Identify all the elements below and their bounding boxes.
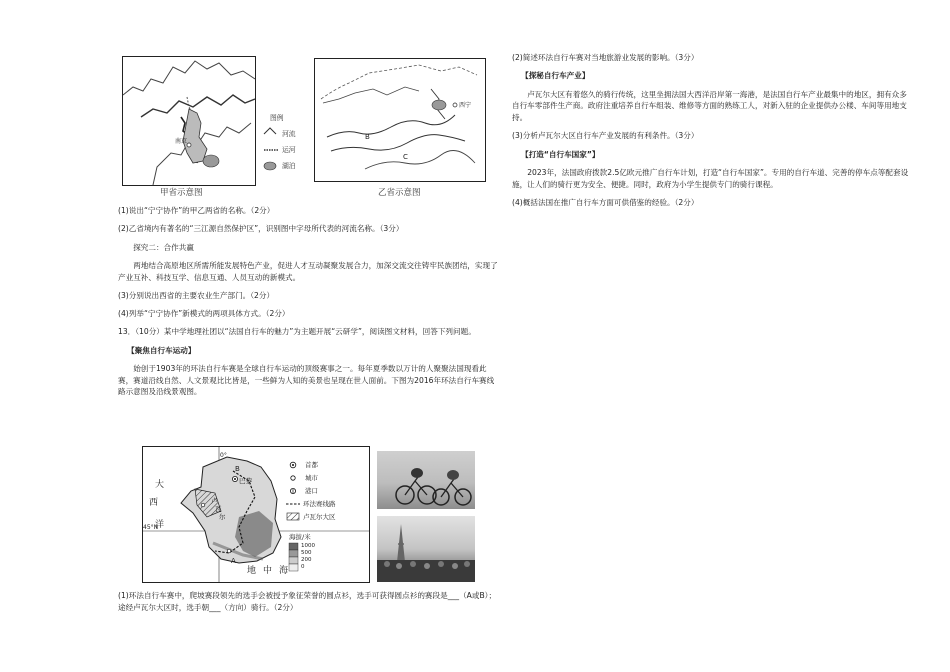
legend-elevation: 海拔/米 bbox=[289, 533, 311, 541]
yi-river-b-label: B bbox=[365, 133, 370, 141]
question-13-3: (3)分析卢瓦尔大区自行车产业发展的有利条件。（3分） bbox=[512, 131, 699, 141]
region-label-1: 卢 bbox=[211, 497, 218, 505]
jia-map-caption: 甲省示意图 bbox=[160, 188, 203, 198]
legend-port: 港口 bbox=[305, 487, 318, 495]
cyclists-photo bbox=[377, 451, 475, 509]
atlantic-label-3: 洋 bbox=[155, 520, 165, 530]
jia-province-map bbox=[122, 56, 256, 186]
legend-capital: 首都 bbox=[305, 461, 318, 469]
legend-canal: 运河 bbox=[282, 146, 296, 154]
question-13-4: (4)概括法国在推广自行车方面可供借鉴的经验。（2分） bbox=[512, 197, 699, 207]
jia-map-drawing bbox=[123, 57, 255, 185]
point-b-label: B bbox=[235, 465, 240, 473]
right-column bbox=[512, 52, 912, 215]
question-2: (2)乙省境内有著名的“三江源自然保护区”，识别图中字母所代表的河流名称。（3分） bbox=[118, 224, 404, 234]
level-500: 500 bbox=[301, 550, 312, 556]
map-legend bbox=[262, 112, 312, 182]
bike-industry-paragraph: 卢瓦尔大区有着悠久的骑行传统，这里坐拥法国大西洋沿岸第一海港，是法国自行车产业最集中的地区，拥有众多自行车零部件生产商。政府注重培养自行车组装、维修等方面的熟练工人，对新入驻的企业提供办公楼、车间等用地支持。 bbox=[512, 89, 907, 123]
paris-label: 巴黎 bbox=[239, 477, 252, 485]
legend-lake: 湖泊 bbox=[282, 162, 296, 170]
cyclists-illustration bbox=[377, 451, 475, 509]
atlantic-label-1: 大 bbox=[155, 480, 165, 490]
level-200: 200 bbox=[301, 557, 312, 563]
section-explore-2: 探究二：合作共赢 bbox=[133, 242, 194, 252]
section-cycling-sport: 【聚焦自行车运动】 bbox=[127, 345, 196, 355]
point-a-label: A bbox=[231, 557, 236, 565]
question-13-2: (2)简述环法自行车赛对当地旅游业发展的影响。（3分） bbox=[512, 53, 699, 62]
legend-title: 图例 bbox=[270, 114, 284, 122]
med-label-2: 中 bbox=[263, 566, 273, 576]
region-label-2: 瓦 bbox=[215, 505, 222, 513]
section-bike-industry: 【探秘自行车产业】 bbox=[521, 71, 590, 81]
legend-route: 环法赛线路 bbox=[303, 500, 336, 508]
level-0: 0 bbox=[301, 564, 305, 570]
atlantic-label-2: 西 bbox=[149, 498, 159, 508]
region-label-3: 尔 bbox=[219, 513, 226, 521]
question-1: (1)说出“宁宁协作”的甲乙两省的名称。（2分） bbox=[118, 206, 275, 215]
legend-region: 卢瓦尔大区 bbox=[303, 513, 336, 521]
left-column-part1 bbox=[118, 205, 498, 405]
yi-map-caption: 乙省示意图 bbox=[378, 188, 421, 198]
question-4: (4)列举“宁宁协作”新模式的两项具体方式。（2分） bbox=[118, 309, 290, 319]
yi-map-drawing bbox=[315, 59, 485, 181]
level-1000: 1000 bbox=[301, 543, 315, 549]
cycling-sport-paragraph: 始创于1903年的环法自行车赛是全球自行车运动的顶级赛事之一。每年夏季数以万计的人聚聚法国现看此赛，赛道沿线自然、人文景观比比皆是，一些鲜为人知的美景也呈现在世人面前。下图为2016年环法自行车赛线路示意图及沿线景观图。 bbox=[118, 363, 495, 397]
section-bike-nation: 【打造“自行车国家”】 bbox=[521, 149, 600, 159]
jia-city-label: 南京 bbox=[175, 138, 188, 145]
question-3: (3)分别说出西省的主要农业生产部门。（2分） bbox=[118, 290, 275, 300]
question-13-1: (1)环法自行车赛中，爬坡赛段领先的选手会被授予象征荣誉的圆点衫，选手可获得圆点衫的赛段是___（A或B）；途经卢瓦尔大区时，选手朝___（方向）骑行。（2分） bbox=[118, 591, 497, 612]
eiffel-illustration bbox=[377, 516, 475, 582]
france-lat-label: 45°N bbox=[143, 524, 159, 531]
france-lon-label: 0° bbox=[220, 452, 227, 459]
eiffel-crowd-photo bbox=[377, 516, 475, 582]
bike-nation-paragraph: 2023年，法国政府拨款2.5亿欧元推广自行车计划，打造“自行车国家”。专用的自行车道、完善的停车点等配套设施，让人们的骑行更为安全、便捷。同时，政府为小学生提供专门的骑行课程。 bbox=[512, 167, 909, 189]
med-label-3: 海 bbox=[279, 566, 289, 576]
france-map-drawing bbox=[143, 447, 369, 582]
med-label-1: 地 bbox=[247, 566, 257, 576]
legend-river: 河流 bbox=[282, 130, 296, 138]
legend-city: 城市 bbox=[305, 474, 318, 482]
explore-2-paragraph: 两地结合高原地区所需所能发展特色产业，促进人才互动凝聚发展合力，加深交流交往铸牢民族团结，实现了产业互补、科技互学、信息互通、人员互动的新模式。 bbox=[118, 260, 498, 282]
left-column-part2 bbox=[118, 590, 498, 620]
yi-city-label: 西宁 bbox=[459, 102, 472, 109]
france-route-map bbox=[142, 446, 370, 583]
yi-province-map bbox=[314, 58, 486, 182]
yi-river-c-label: C bbox=[403, 153, 408, 161]
question-13-intro: 13．（10分）某中学地理社团以“法国自行车的魅力”为主题开展“云研学”，阅读图文材料，回答下列问题。 bbox=[118, 327, 476, 337]
